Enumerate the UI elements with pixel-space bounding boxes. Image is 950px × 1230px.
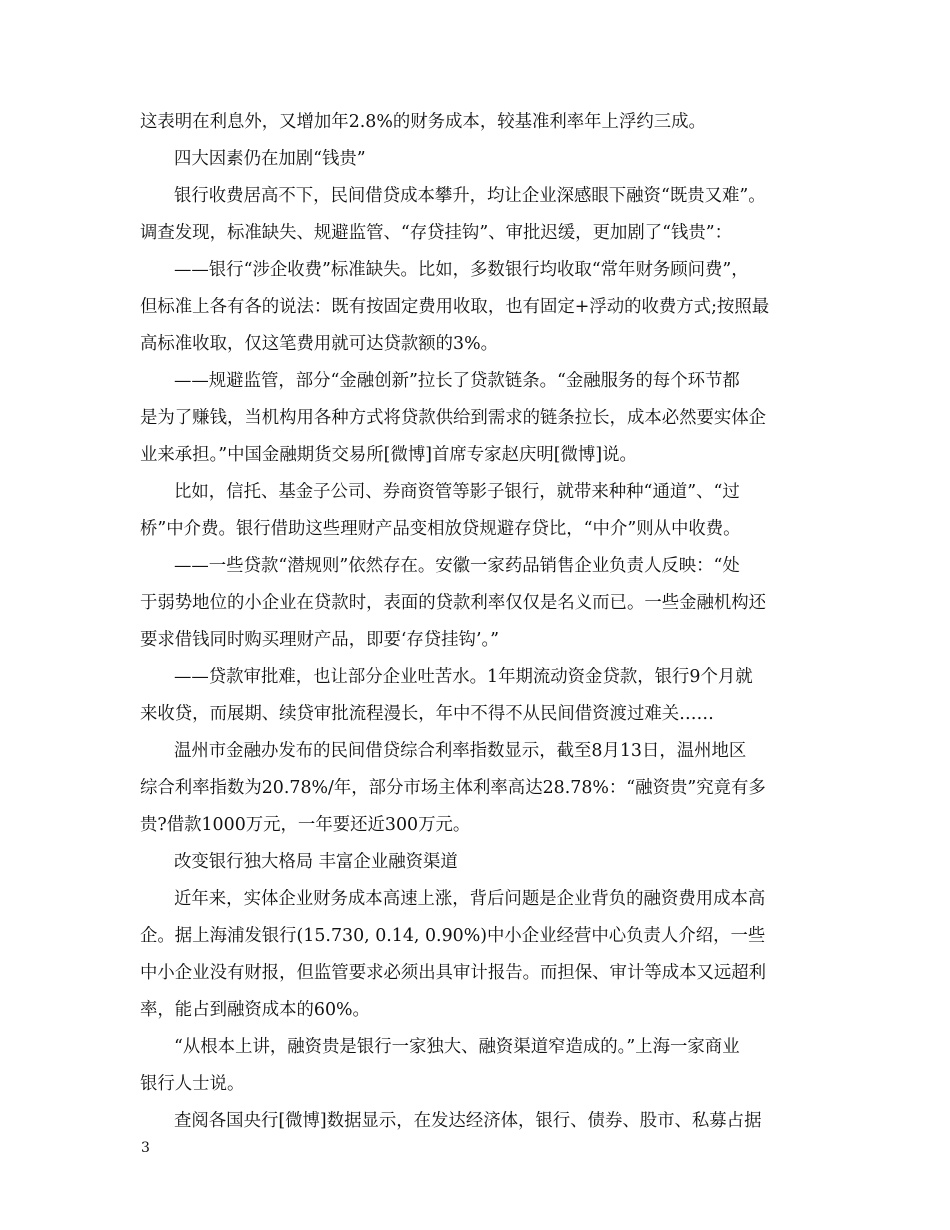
body-line: 调查发现，标准缺失、规避监管、“存贷挂钩”、审批迟缓，更加剧了“钱贵”： — [140, 223, 733, 243]
body-line: 近年来，实体企业财务成本高速上涨，背后问题是企业背负的融资费用成本高 — [174, 889, 766, 909]
body-line: 查阅各国央行[微博]数据显示，在发达经济体，银行、债券、股市、私募占据 — [174, 1111, 762, 1131]
body-line: 业来承担。”中国金融期货交易所[微博]首席专家赵庆明[微博]说。 — [140, 445, 637, 465]
body-line: 中小企业没有财报，但监管要求必须出具审计报告。而担保、审计等成本又远超利 — [140, 963, 767, 983]
body-line: 综合利率指数为20.78%/年，部分市场主体利率高达28.78%：“融资贵”究竟有多 — [140, 778, 766, 798]
page-number: 3 — [141, 1140, 150, 1156]
section-heading: 四大因素仍在加剧“钱贵” — [174, 149, 366, 169]
body-line: 于弱势地位的小企业在贷款时，表面的贷款利率仅仅是名义而已。一些金融机构还 — [140, 593, 767, 613]
body-line: ——银行“涉企收费”标准缺失。比如，多数银行均收取“常年财务顾问费”， — [174, 260, 749, 280]
body-line: 桥”中介费。银行借助这些理财产品变相放贷规避存贷比，“中介”则从中收费。 — [140, 519, 741, 539]
body-line: 但标准上各有各的说法：既有按固定费用收取，也有固定+浮动的收费方式;按照最 — [140, 297, 770, 317]
body-line: 温州市金融办发布的民间借贷综合利率指数显示，截至8月13日，温州地区 — [174, 741, 747, 761]
body-line: 银行收费居高不下，民间借贷成本攀升，均让企业深感眼下融资“既贵又难”。 — [174, 186, 766, 206]
body-line: 比如，信托、基金子公司、券商资管等影子银行，就带来种种“通道”、“过 — [174, 482, 740, 502]
body-line: 要求借钱同时购买理财产品，即要‘存贷挂钩’。” — [140, 630, 500, 650]
section-heading: 改变银行独大格局 丰富企业融资渠道 — [174, 852, 458, 872]
body-line: 贵?借款1000万元，一年要还近300万元。 — [140, 815, 471, 835]
body-line: ——贷款审批难，也让部分企业吐苦水。1年期流动资金贷款，银行9个月就 — [174, 667, 753, 687]
body-line: 来收贷，而展期、续贷审批流程漫长，年中不得不从民间借资渡过难关…… — [140, 704, 714, 724]
body-line: 银行人士说。 — [140, 1074, 245, 1094]
body-line: ——一些贷款“潜规则”依然存在。安徽一家药品销售企业负责人反映：“处 — [174, 556, 740, 576]
body-line: 企。据上海浦发银行(15.730, 0.14, 0.90%)中小企业经营中心负责人介绍，一些 — [140, 926, 766, 946]
body-line: “从根本上讲，融资贵是银行一家独大、融资渠道窄造成的。”上海一家商业 — [174, 1037, 740, 1057]
body-line: 是为了赚钱，当机构用各种方式将贷款供给到需求的链条拉长，成本必然要实体企 — [140, 408, 767, 428]
body-line: 高标准收取，仅这笔费用就可达贷款额的3%。 — [140, 334, 499, 354]
body-line: 这表明在利息外，又增加年2.8%的财务成本，较基准利率年上浮约三成。 — [140, 112, 706, 132]
body-line: 率，能占到融资成本的60%。 — [140, 1000, 370, 1020]
body-line: ——规避监管，部分“金融创新”拉长了贷款链条。“金融服务的每个环节都 — [174, 371, 740, 391]
